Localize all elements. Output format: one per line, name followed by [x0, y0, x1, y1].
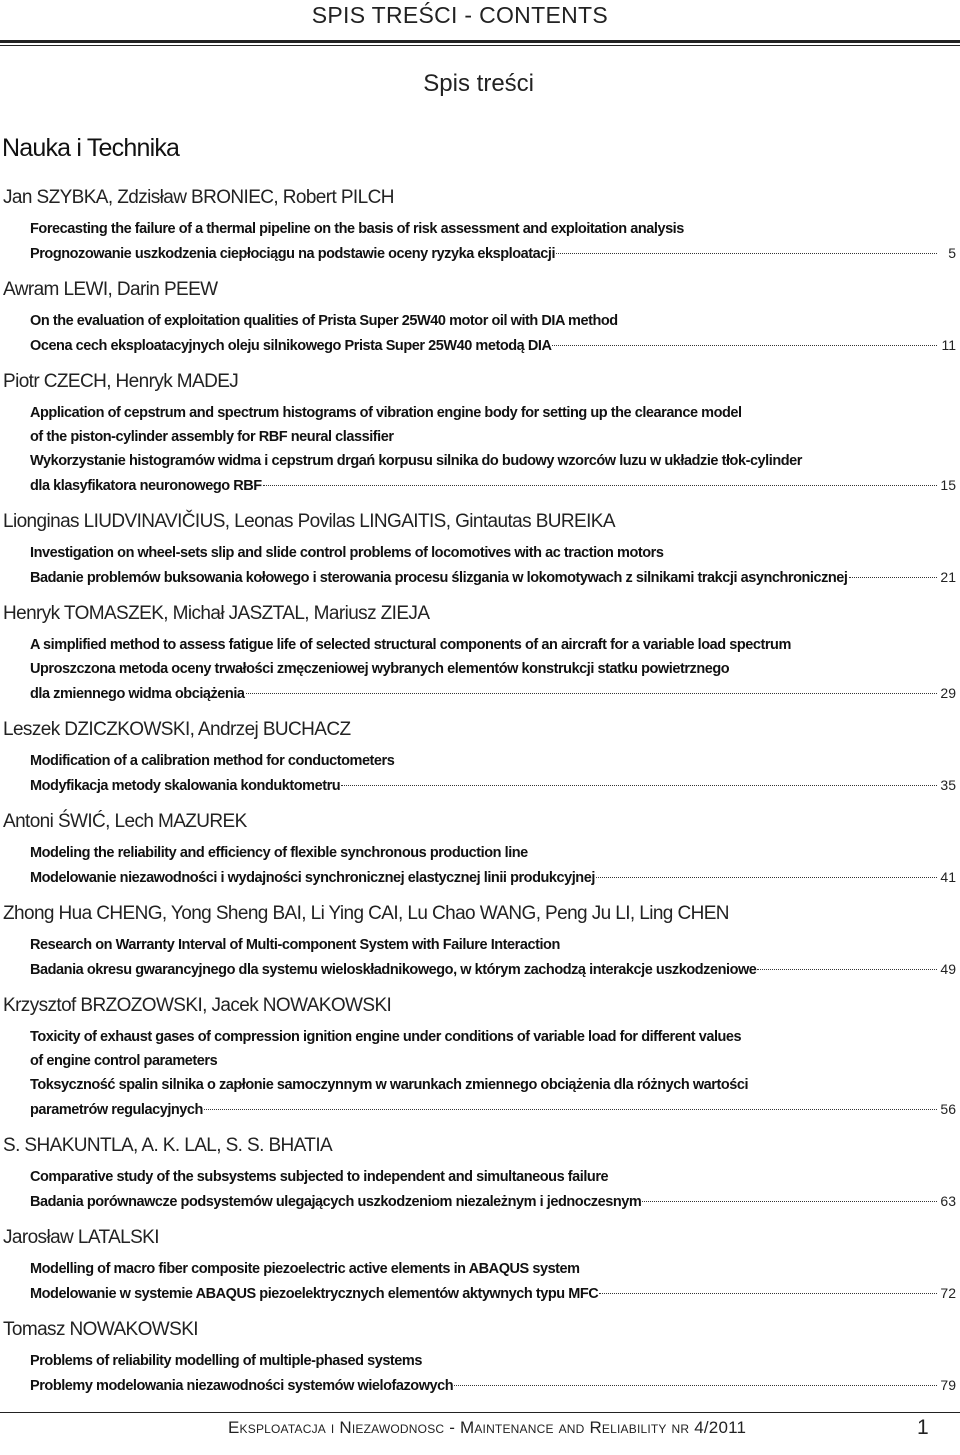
entry-authors: Tomasz NOWAKOWSKI [3, 1319, 198, 1340]
dot-leader [849, 567, 938, 578]
entry-title-text: Badania porównawcze podsystemów ulegających uszkodzeniom niezależnym i jednoczesnym [30, 1194, 642, 1210]
entry-title-last-line [30, 241, 960, 272]
entry-title-last-line [30, 1281, 960, 1312]
entry-title-line: Investigation on wheel-sets slip and slide control problems of locomotives with ac traction motors [30, 545, 664, 561]
footer-page-number: 1 [917, 1416, 929, 1439]
entry-title-line: Forecasting the failure of a thermal pipeline on the basis of risk assessment and exploitation analysis [30, 221, 684, 237]
entry-title-text: dla zmiennego widma obciążenia [30, 686, 245, 702]
entry-page-number: 49 [940, 961, 956, 977]
entry-authors: Krzysztof BRZOZOWSKI, Jacek NOWAKOWSKI [3, 995, 392, 1016]
entry-title-line: On the evaluation of exploitation qualities of Prista Super 25W40 motor oil with DIA method [30, 313, 618, 329]
entry-title-line: Wykorzystanie histogramów widma i cepstrum drgań korpusu silnika do budowy wzorców luzu w układzie tłok-cylinder [30, 453, 802, 469]
entry-title-line: A simplified method to assess fatigue life of selected structural components of an aircraft for a variable load spectrum [30, 637, 791, 653]
entry-page-number: 56 [940, 1101, 956, 1117]
entry-title-last-line [30, 681, 960, 712]
entry-title-text: Modelowanie niezawodności i wydajności synchronicznej elastycznej linii produkcyjnej [30, 870, 595, 886]
top-rule [0, 40, 960, 43]
entry-title-text: Modelowanie w systemie ABAQUS piezoelektrycznych elementów aktywnych typu MFC [30, 1286, 599, 1302]
entry-page-number: 41 [940, 869, 956, 885]
entry-page-number: 11 [941, 337, 956, 353]
entry-page-number: 63 [940, 1193, 956, 1209]
entry-authors: Zhong Hua CHENG, Yong Sheng BAI, Li Ying CAI, Lu Chao WANG, Peng Ju LI, Ling CHEN [3, 903, 729, 924]
entry-authors: Awram LEWI, Darin PEEW [3, 279, 218, 300]
entry-title-text: Prognozowanie uszkodzenia ciepłociągu na podstawie oceny ryzyka eksploatacji [30, 246, 556, 262]
entry-title-last-line [30, 473, 960, 504]
entry-title-text: Ocena cech eksploatacyjnych oleju silnikowego Prista Super 25W40 metodą DIA [30, 338, 552, 354]
toc-entry [0, 366, 960, 504]
toc-entry [0, 898, 960, 988]
dot-leader [263, 475, 937, 486]
entry-title-text: parametrów regulacyjnych [30, 1102, 203, 1118]
toc-entry [0, 506, 960, 596]
entry-title-line: Problems of reliability modelling of multiple-phased systems [30, 1353, 422, 1369]
entry-page-number: 72 [940, 1285, 956, 1301]
dot-leader [642, 1191, 937, 1202]
entry-authors: Henryk TOMASZEK, Michał JASZTAL, Mariusz ZIEJA [3, 603, 430, 624]
toc-entry [0, 598, 960, 712]
entry-title-line: Application of cepstrum and spectrum histograms of vibration engine body for setting up the clearance model [30, 405, 742, 421]
entry-title-last-line [30, 957, 960, 988]
toc-entry [0, 182, 960, 272]
dot-leader [454, 1375, 937, 1386]
entry-title-text: dla klasyfikatora neuronowego RBF [30, 478, 262, 494]
entry-authors: Antoni ŚWIĆ, Lech MAZUREK [3, 811, 247, 832]
entry-title-text: Problemy modelowania niezawodności systemów wielofazowych [30, 1378, 454, 1394]
toc-entry [0, 1314, 960, 1404]
entry-title-line: Research on Warranty Interval of Multi-component System with Failure Interaction [30, 937, 560, 953]
entry-page-number: 15 [940, 477, 956, 493]
entry-authors: Lionginas LIUDVINAVIČIUS, Leonas Povilas LINGAITIS, Gintautas BUREIKA [3, 511, 615, 532]
dot-leader [552, 335, 937, 346]
entry-title-last-line [30, 865, 960, 896]
entry-title-text: Modyfikacja metody skalowania konduktometru [30, 778, 341, 794]
dot-leader [341, 775, 937, 786]
entry-title-line: Modelling of macro fiber composite piezoelectric active elements in ABAQUS system [30, 1261, 580, 1277]
toc-entry [0, 1130, 960, 1220]
toc-title: Spis treści [423, 70, 534, 97]
toc-entry [0, 714, 960, 804]
section-title: Nauka i Technika [2, 134, 180, 162]
entry-title-line: of engine control parameters [30, 1053, 218, 1069]
entry-title-text: Badania okresu gwarancyjnego dla systemu wieloskładnikowego, w którym zachodzą interakcje uszkodzeniowe [30, 962, 757, 978]
entry-title-line: of the piston-cylinder assembly for RBF neural classifier [30, 429, 394, 445]
toc-entry [0, 1222, 960, 1312]
entry-title-line: Comparative study of the subsystems subjected to independent and simultaneous failure [30, 1169, 609, 1185]
entry-title-line: Uproszczona metoda oceny trwałości zmęczeniowej wybranych elementów konstrukcji statku powietrznego [30, 661, 730, 677]
entry-title-last-line [30, 565, 960, 596]
toc-entry [0, 274, 960, 364]
dot-leader [599, 1283, 937, 1294]
entry-title-last-line [30, 333, 960, 364]
entry-title-last-line [30, 1373, 960, 1404]
entry-authors: Jarosław LATALSKI [3, 1227, 159, 1248]
bottom-rule [0, 1412, 960, 1413]
entry-authors: S. SHAKUNTLA, A. K. LAL, S. S. BHATIA [3, 1135, 333, 1156]
entry-authors: Leszek DZICZKOWSKI, Andrzej BUCHACZ [3, 719, 351, 740]
running-head: SPIS TREŚCI - CONTENTS [311, 2, 608, 28]
entry-title-last-line [30, 773, 960, 804]
dot-leader [246, 683, 937, 694]
toc-entries [0, 182, 960, 1406]
dot-leader [556, 243, 937, 254]
toc-entry [0, 990, 960, 1128]
entry-page-number: 29 [940, 685, 956, 701]
entry-title-last-line [30, 1097, 960, 1128]
entry-title-line: Toxicity of exhaust gases of compression ignition engine under conditions of variable load for different values [30, 1029, 742, 1045]
entry-title-line: Modeling the reliability and efficiency of flexible synchronous production line [30, 845, 528, 861]
dot-leader [204, 1099, 937, 1110]
toc-entry [0, 806, 960, 896]
dot-leader [757, 959, 937, 970]
entry-title-line: Modification of a calibration method for conductometers [30, 753, 395, 769]
entry-title-text: Badanie problemów buksowania kołowego i sterowania procesu ślizgania w lokomotywach z silnikami trakcji asynchronicznej [30, 570, 848, 586]
entry-authors: Piotr CZECH, Henryk MADEJ [3, 371, 239, 392]
entry-page-number: 79 [940, 1377, 956, 1393]
entry-title-line: Toksyczność spalin silnika o zapłonie samoczynnym w warunkach zmiennego obciążenia dla różnych wartości [30, 1077, 749, 1093]
top-rule-thin [0, 45, 960, 46]
dot-leader [596, 867, 937, 878]
entry-page-number: 21 [940, 569, 956, 585]
entry-page-number: 35 [940, 777, 956, 793]
footer-journal: Eksploatacja i Niezawodnosc - Maintenance and Reliability nr 4/2011 [228, 1418, 747, 1437]
entry-title-last-line [30, 1189, 960, 1220]
entry-authors: Jan SZYBKA, Zdzisław BRONIEC, Robert PILCH [3, 187, 394, 208]
entry-page-number: 5 [948, 245, 956, 261]
